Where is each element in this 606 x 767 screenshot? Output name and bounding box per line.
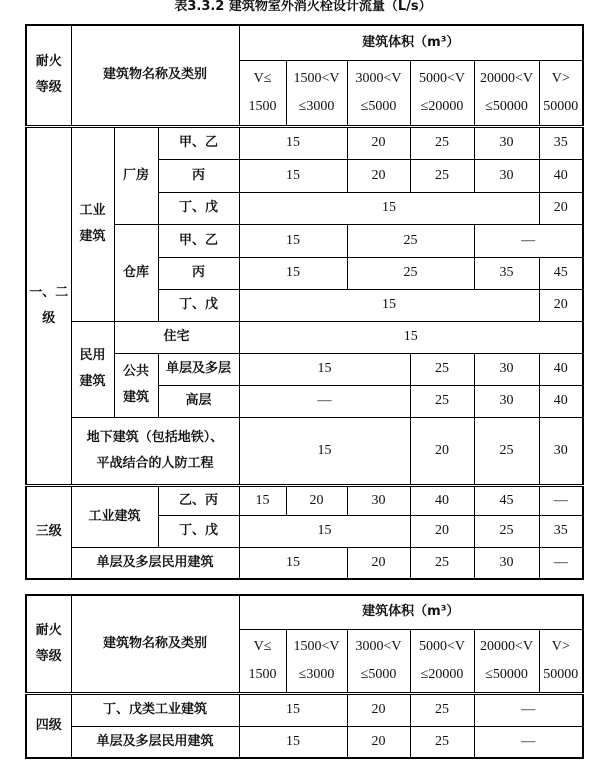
flow-rate-value: 15	[239, 726, 347, 758]
building-category-header: 建筑物名称及类别	[71, 25, 239, 126]
volume-range-header: 3000<V ≤5000	[347, 629, 410, 693]
flow-rate-value: 15	[239, 224, 347, 257]
flow-rate-value: 30	[474, 353, 539, 385]
flow-rate-value: —	[474, 693, 583, 726]
industrial-building-label: 工业建筑	[71, 485, 158, 547]
residential-label: 住宅	[114, 321, 239, 353]
flow-rate-table-grade-4	[25, 594, 584, 759]
flow-rate-value: 30	[474, 547, 539, 579]
flow-rate-value: 30	[539, 417, 583, 485]
flow-rate-value: 25	[410, 385, 474, 417]
flow-rate-value: —	[474, 224, 583, 257]
flow-rate-value: 30	[347, 485, 410, 515]
flow-rate-value: 20	[539, 289, 583, 321]
flow-rate-value: 45	[539, 257, 583, 289]
volume-range-header: 5000<V ≤20000	[410, 60, 474, 126]
building-height-class-label: 高层	[158, 385, 239, 417]
volume-range-header: 20000<V ≤50000	[474, 629, 539, 693]
flow-rate-value: 40	[539, 159, 583, 192]
flow-rate-value: 35	[539, 126, 583, 159]
flow-rate-value: 25	[410, 353, 474, 385]
building-category-label: 单层及多层民用建筑	[71, 726, 239, 758]
flow-rate-value: 20	[347, 726, 410, 758]
grade-3-label: 三级	[26, 485, 71, 579]
flow-rate-value: 25	[347, 257, 474, 289]
hazard-class-label: 丁、戊	[158, 515, 239, 547]
volume-range-header: 1500<V ≤3000	[286, 60, 347, 126]
volume-range-header: 20000<V ≤50000	[474, 60, 539, 126]
flow-rate-value: 20	[347, 693, 410, 726]
flow-rate-value: 15	[239, 547, 347, 579]
flow-rate-value: —	[239, 385, 410, 417]
flow-rate-value: 20	[410, 515, 474, 547]
flow-rate-value: 25	[410, 547, 474, 579]
building-height-class-label: 单层及多层	[158, 353, 239, 385]
flow-rate-value: 25	[347, 224, 474, 257]
flow-rate-value: 25	[474, 417, 539, 485]
civil-building-label: 单层及多层民用建筑	[71, 547, 239, 579]
volume-range-header: 1500<V ≤3000	[286, 629, 347, 693]
flow-rate-value: 15	[239, 353, 410, 385]
flow-rate-value: 15	[239, 417, 410, 485]
flow-rate-value: 20	[286, 485, 347, 515]
flow-rate-value: 15	[239, 515, 410, 547]
volume-range-header: V≤ 1500	[239, 60, 286, 126]
flow-rate-value: 40	[539, 353, 583, 385]
hazard-class-label: 丁、戊	[158, 192, 239, 224]
building-category-label: 丁、戊类工业建筑	[71, 693, 239, 726]
volume-range-header: 3000<V ≤5000	[347, 60, 410, 126]
flow-rate-value: 20	[347, 126, 410, 159]
flow-rate-value: 40	[410, 485, 474, 515]
hazard-class-label: 丙	[158, 159, 239, 192]
flow-rate-value: 20	[410, 417, 474, 485]
hazard-class-label: 丁、戊	[158, 289, 239, 321]
flow-rate-value: 30	[474, 385, 539, 417]
building-category-header: 建筑物名称及类别	[71, 595, 239, 693]
flow-rate-value: 25	[410, 726, 474, 758]
public-building-label: 公共 建筑	[114, 353, 158, 417]
flow-rate-value: 35	[474, 257, 539, 289]
volume-range-header: 5000<V ≤20000	[410, 629, 474, 693]
flow-rate-value: 25	[410, 693, 474, 726]
flow-rate-value: 35	[539, 515, 583, 547]
flow-rate-value: 25	[410, 126, 474, 159]
volume-range-header: V≤ 1500	[239, 629, 286, 693]
flow-rate-value: 15	[239, 485, 286, 515]
flow-rate-value: 15	[239, 126, 347, 159]
flow-rate-value: 20	[347, 547, 410, 579]
warehouse-label: 仓库	[114, 224, 158, 321]
fire-rating-header: 耐火 等级	[26, 25, 71, 126]
flow-rate-value: 15	[239, 321, 583, 353]
flow-rate-value: 45	[474, 485, 539, 515]
hazard-class-label: 丙	[158, 257, 239, 289]
flow-rate-value: 40	[539, 385, 583, 417]
flow-rate-value: 25	[410, 159, 474, 192]
flow-rate-value: 15	[239, 159, 347, 192]
flow-rate-value: 25	[474, 515, 539, 547]
fire-rating-header: 耐火 等级	[26, 595, 71, 693]
table-title: 表3.3.2 建筑物室外消火栓设计流量（L/s）	[174, 0, 432, 14]
hazard-class-label: 甲、乙	[158, 224, 239, 257]
hazard-class-label: 乙、丙	[158, 485, 239, 515]
flow-rate-value: —	[539, 547, 583, 579]
flow-rate-value: 20	[539, 192, 583, 224]
factory-label: 厂房	[114, 126, 158, 224]
grade-1-2-label: 一、二 级	[26, 126, 71, 485]
flow-rate-value: —	[474, 726, 583, 758]
civil-building-label: 民用 建筑	[71, 321, 114, 417]
flow-rate-value: 15	[239, 693, 347, 726]
hazard-class-label: 甲、乙	[158, 126, 239, 159]
grade-4-label: 四级	[26, 693, 71, 758]
flow-rate-value: 30	[474, 159, 539, 192]
volume-range-header: V> 50000	[539, 60, 583, 126]
flow-rate-value: 15	[239, 192, 539, 224]
flow-rate-value: 15	[239, 289, 539, 321]
industrial-building-label: 工业 建筑	[71, 126, 114, 321]
flow-rate-value: —	[539, 485, 583, 515]
flow-rate-value: 30	[474, 126, 539, 159]
volume-range-header: V> 50000	[539, 629, 583, 693]
underground-building-label: 地下建筑（包括地铁）、 平战结合的人防工程	[71, 417, 239, 485]
flow-rate-table-grades-1-3	[25, 24, 584, 580]
flow-rate-value: 20	[347, 159, 410, 192]
building-volume-header: 建筑体积（m³）	[239, 595, 583, 629]
flow-rate-value: 15	[239, 257, 347, 289]
building-volume-header: 建筑体积（m³）	[239, 25, 583, 60]
